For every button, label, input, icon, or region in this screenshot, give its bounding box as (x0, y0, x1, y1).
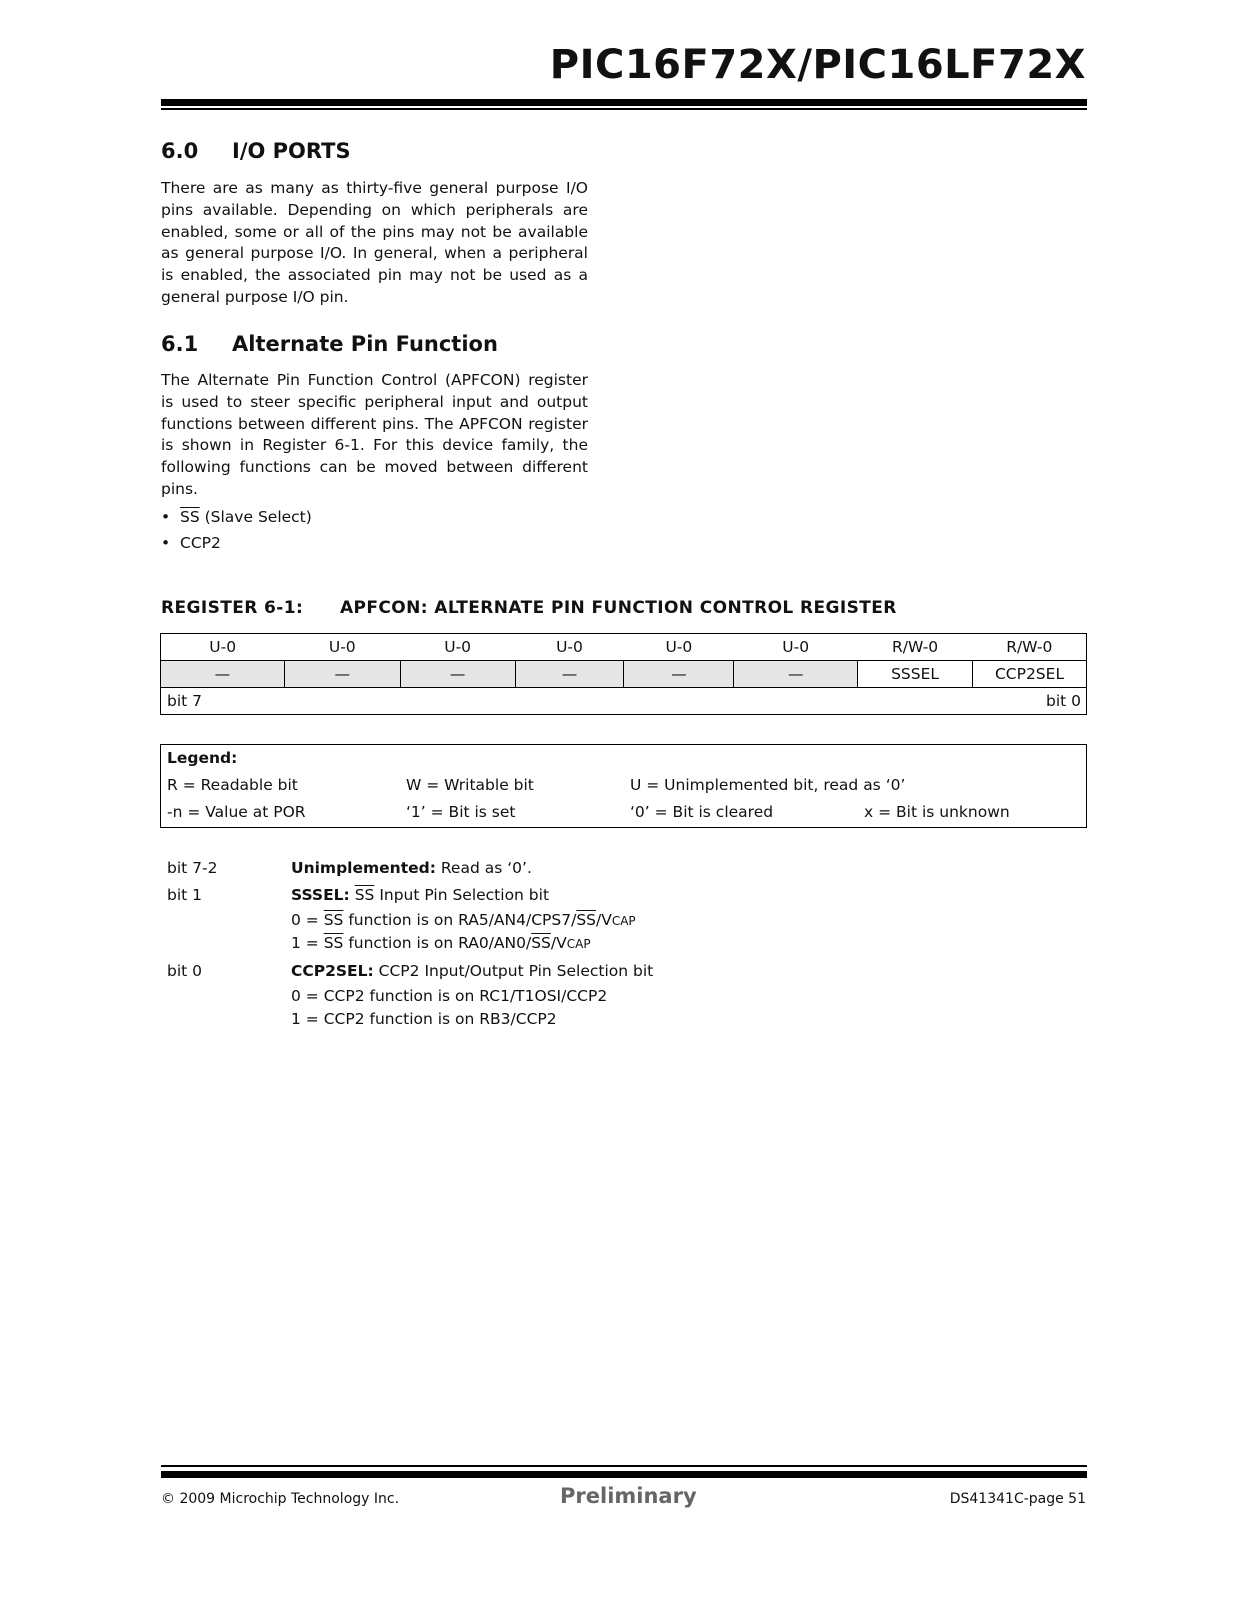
access-cell: U-0 (400, 634, 515, 661)
section-6-1-number: 6.1 (161, 332, 199, 356)
ss-overline-text: $\overline{SS}$ (576, 911, 596, 929)
section-6-1-title: Alternate Pin Function (232, 332, 498, 356)
legend-cleared: ‘0’ = Bit is cleared (630, 803, 774, 821)
legend-box (160, 744, 1087, 828)
bit-1-value-1 (291, 934, 591, 952)
paragraph-line: enabled, the associated pin may not be used as a (180, 266, 588, 285)
access-cell: R/W-0 (858, 634, 973, 661)
access-cell: U-0 (284, 634, 400, 661)
bit-name-cell: — (624, 661, 734, 688)
bit-0-description (291, 962, 653, 980)
access-cell: U-0 (515, 634, 624, 661)
access-cell: U-0 (624, 634, 734, 661)
bit-high-label: bit 7 (161, 688, 624, 715)
bit-name-cell: SSSEL (858, 661, 973, 688)
register-title: APFCON: ALTERNATE PIN FUNCTION CONTROL REGISTER (340, 598, 897, 618)
section-6-0-title: I/O PORTS (232, 139, 351, 163)
legend-por: -n = Value at POR (167, 803, 306, 821)
footer-rule-thin (161, 1465, 1087, 1467)
ss-overline-text: $\overline{SS}$ (180, 508, 200, 526)
ss-overline-text: $\overline{SS}$ (323, 934, 344, 952)
bullet-item-ss (161, 508, 312, 526)
paragraph-line: general purpose I/O. In general, when a peripheral is (161, 244, 588, 285)
bullet-text: (Slave Select) (199, 508, 312, 526)
bit-field-name: SSSEL: (291, 886, 350, 904)
section-6-1-paragraph (161, 370, 588, 501)
legend-set: ‘1’ = Bit is set (406, 803, 516, 821)
legend-readable: R = Readable bit (167, 776, 298, 794)
footer-page-number: DS41341C-page 51 (949, 1491, 1086, 1507)
bit-0-value-1: 1 = CCP2 function is on RB3/CCP2 (291, 1010, 557, 1028)
bit-name-cell: — (400, 661, 515, 688)
bit-7-2-label: bit 7-2 (167, 859, 218, 877)
bullet-text: CCP2 (180, 534, 221, 552)
value-text: /V (550, 934, 567, 952)
bit-name-row (161, 661, 1087, 688)
bullet-item-ccp2 (161, 534, 221, 552)
bit-0-label: bit 0 (167, 962, 203, 980)
bit-field-desc: Input Pin Selection bit (374, 886, 550, 904)
ss-overline-text: $\overline{SS}$ (323, 911, 344, 929)
bit-0-value-0: 0 = CCP2 function is on RC1/T1OSI/CCP2 (291, 987, 608, 1005)
paragraph-line: There are as many as thirty-five general purpose I/O (161, 179, 588, 197)
legend-unimplemented: U = Unimplemented bit, read as ‘0’ (630, 776, 906, 794)
bit-low-label: bit 0 (624, 688, 1087, 715)
legend-unknown: x = Bit is unknown (864, 803, 1010, 821)
footer-copyright: © 2009 Microchip Technology Inc. (161, 1491, 400, 1507)
legend-writable: W = Writable bit (406, 776, 534, 794)
vcap-subscript: CAP (566, 937, 591, 951)
value-text: function is on RA5/AN4/CPS7/ (343, 911, 577, 929)
paragraph-line: enabled, some or all of the pins may not be available as (161, 222, 588, 263)
bit-1-description (291, 886, 549, 904)
paragraph-line: pins. (161, 479, 198, 498)
paragraph-line: is used to steer specific peripheral input and output (161, 392, 588, 411)
bit-field-name: Unimplemented: (291, 859, 436, 877)
bullet-marker: • (161, 534, 180, 552)
paragraph-line: functions between different pins. The APFCON register (161, 414, 588, 433)
section-6-0-paragraph (161, 178, 588, 309)
paragraph-line: is shown in Register 6-1. For this device family, the (161, 436, 588, 455)
bit-field-desc: Read as ‘0’. (435, 859, 532, 877)
bit-name-cell: — (515, 661, 624, 688)
document-title: PIC16F72X/PIC16LF72X (549, 42, 1086, 88)
register-label: REGISTER 6-1: (161, 598, 304, 618)
header-rule-thick (161, 99, 1087, 106)
value-text: /V (596, 911, 612, 929)
vcap-subscript: CAP (611, 914, 636, 928)
bullet-marker: • (161, 508, 180, 526)
paragraph-line: The Alternate Pin Function Control (APFCON) register (161, 371, 588, 389)
bit-field-desc: CCP2 Input/Output Pin Selection bit (373, 962, 654, 980)
bit-1-label: bit 1 (167, 886, 203, 904)
bit-field-name: CCP2SEL: (291, 962, 374, 980)
bit-name-cell: — (284, 661, 400, 688)
bit-name-cell: CCP2SEL (973, 661, 1087, 688)
access-row (161, 634, 1087, 661)
bit-7-2-description (291, 859, 532, 877)
paragraph-line: general purpose I/O pin. (161, 287, 349, 306)
bit-name-cell: — (161, 661, 285, 688)
bit-name-cell: — (734, 661, 858, 688)
bit-position-row (161, 688, 1087, 715)
footer-rule-thick (161, 1471, 1087, 1478)
value-prefix: 1 = (291, 934, 324, 952)
section-6-0-number: 6.0 (161, 139, 199, 163)
access-cell: U-0 (161, 634, 285, 661)
legend-title: Legend: (167, 749, 238, 767)
access-cell: U-0 (734, 634, 858, 661)
ss-overline-text: $\overline{SS}$ (354, 886, 375, 904)
paragraph-line: following functions can be moved between different (161, 458, 588, 477)
header-rule-thin (161, 108, 1087, 110)
bit-1-value-0 (291, 911, 636, 929)
access-cell: R/W-0 (973, 634, 1087, 661)
value-text: function is on RA0/AN0/ (343, 934, 532, 952)
ss-overline-text: $\overline{SS}$ (531, 934, 551, 952)
value-prefix: 0 = (291, 911, 324, 929)
paragraph-line: pins available. Depending on which peripherals are (161, 200, 588, 219)
footer-status: Preliminary (560, 1484, 697, 1508)
register-table (160, 633, 1087, 715)
